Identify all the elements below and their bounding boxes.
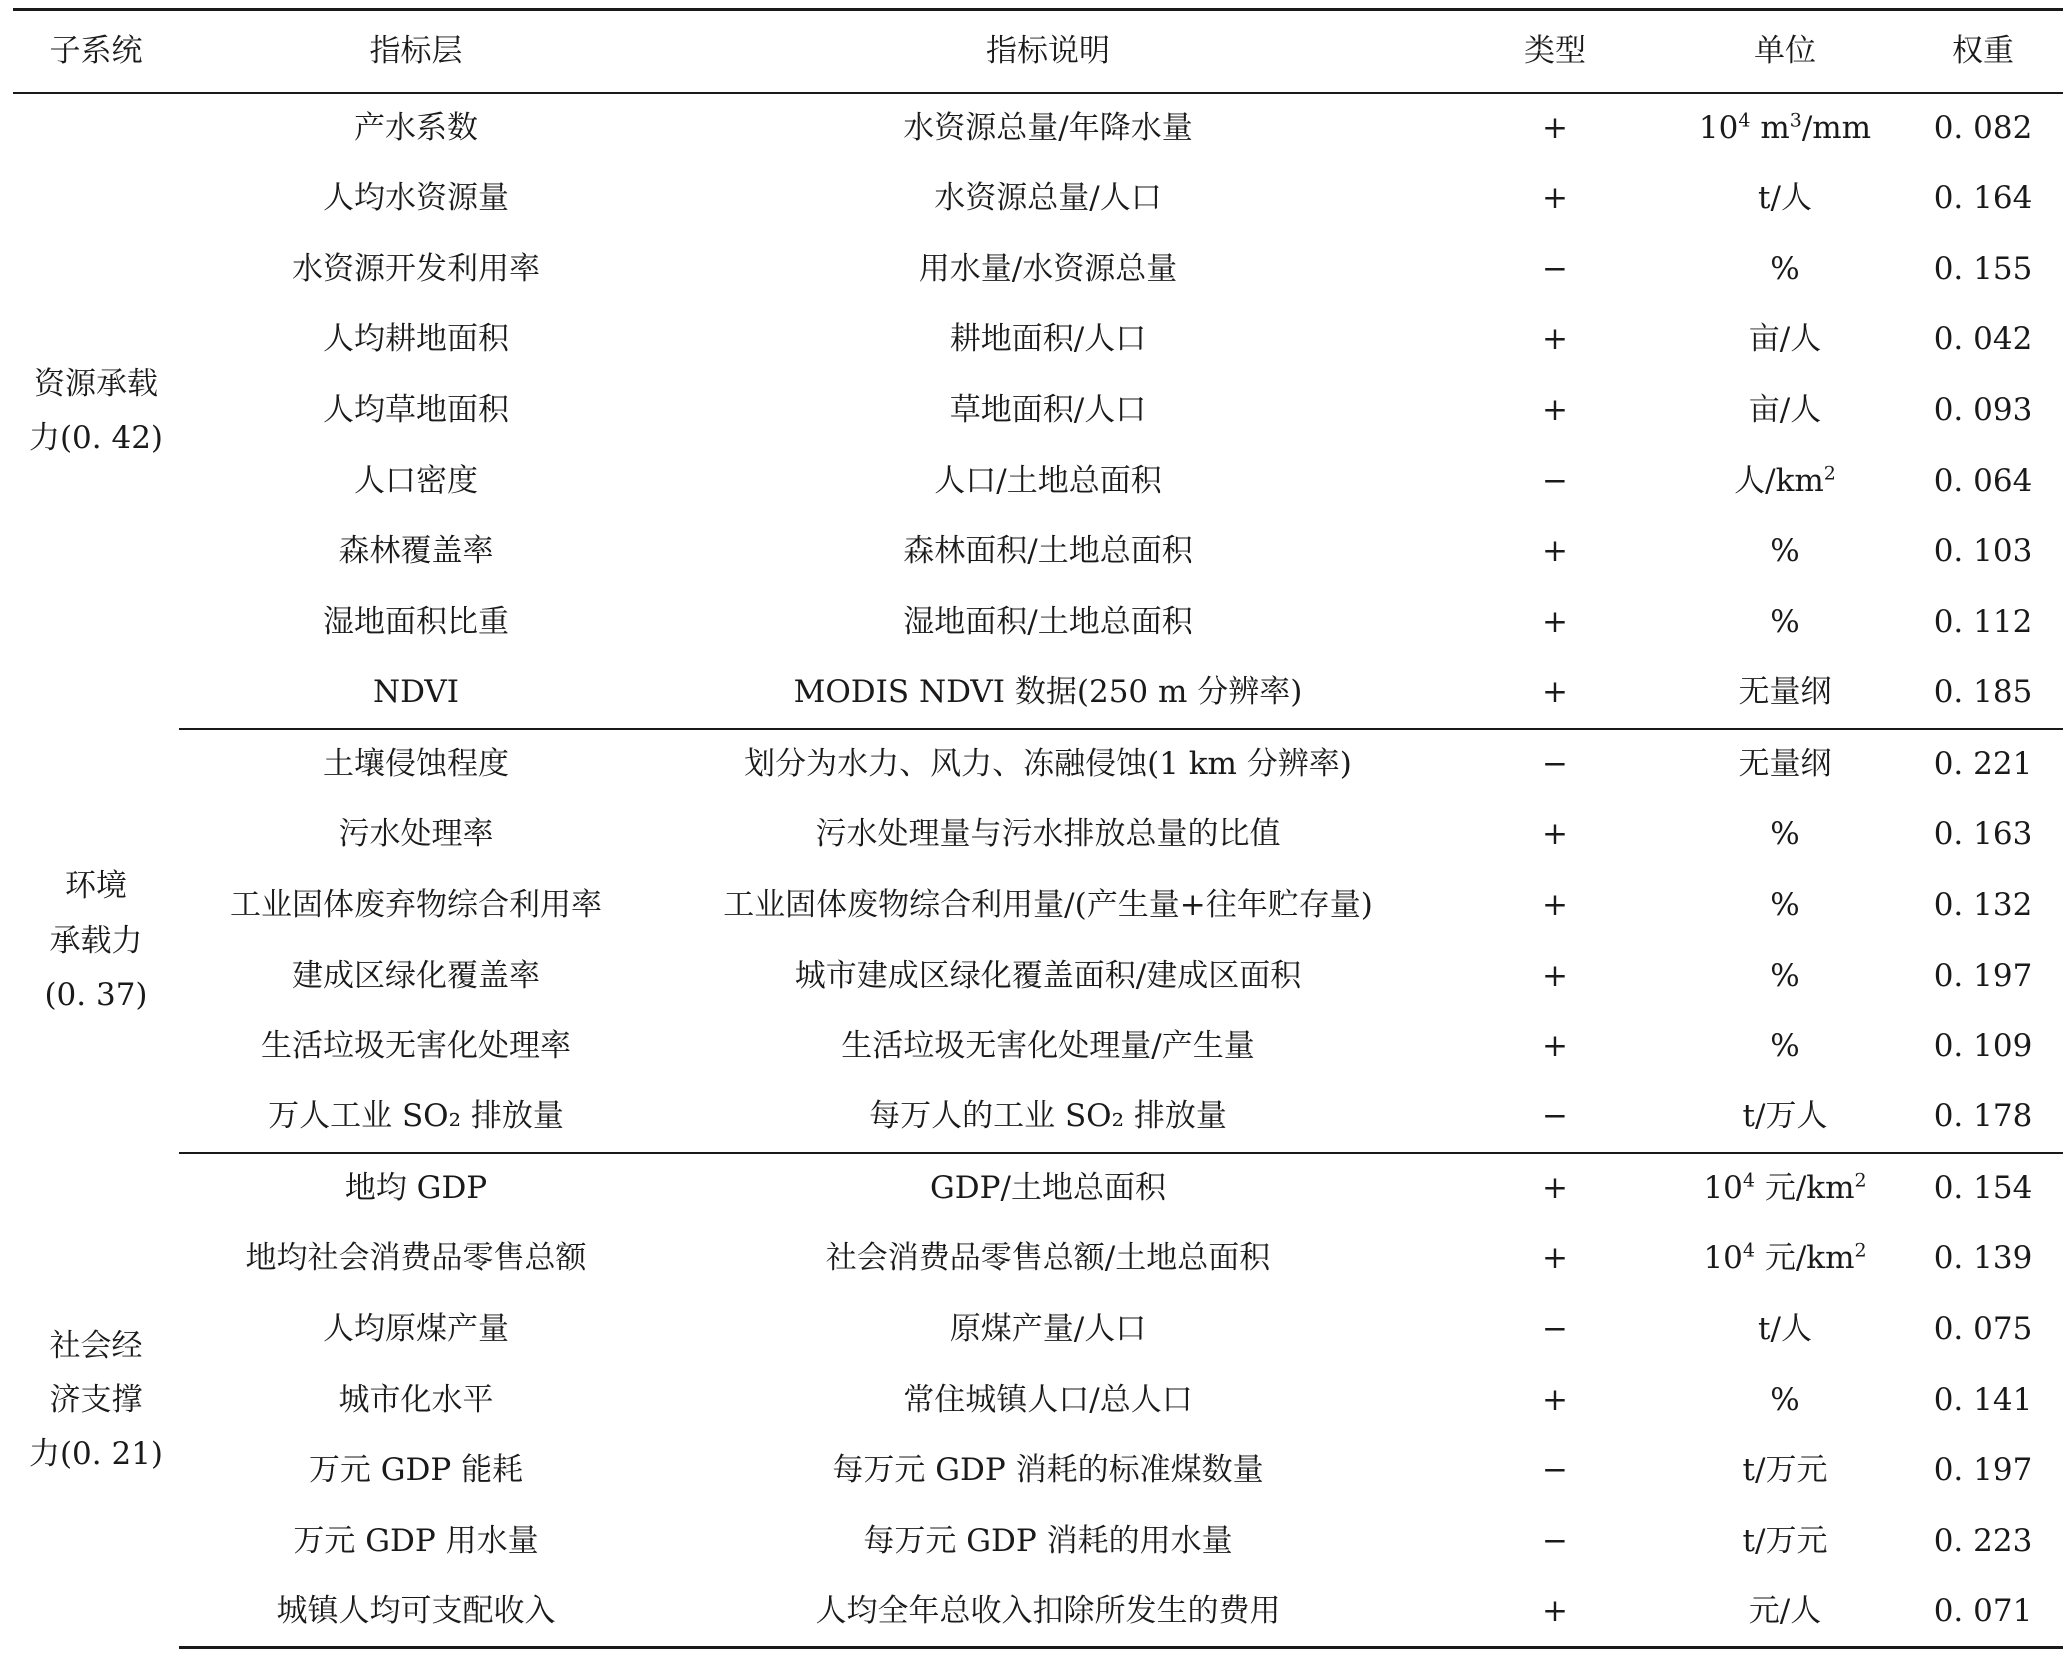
table-row [13, 305, 2063, 376]
unit-text: 10 [1698, 109, 1739, 146]
indicator-cell: 土壤侵蚀程度 [323, 745, 509, 782]
indicator-cell: 湿地面积比重 [323, 604, 509, 641]
unit-superscript: 2 [1823, 462, 1836, 485]
type-cell: + [1542, 1028, 1568, 1065]
unit-superscript: 4 [1738, 109, 1751, 132]
type-cell: + [1542, 533, 1568, 570]
type-cell: − [1542, 1452, 1568, 1489]
header-weight: 权重 [1903, 10, 2063, 93]
unit-cell [1667, 1082, 1903, 1153]
indicator-cell: 生活垃圾无害化处理率 [261, 1028, 571, 1065]
description-cell: 每万元 GDP 消耗的用水量 [863, 1523, 1233, 1559]
unit-cell [1667, 1294, 1903, 1365]
unit-text: 元/km [1754, 1170, 1855, 1207]
subsystem-cell [13, 729, 179, 1153]
unit-text: % [1770, 604, 1800, 641]
unit-cell [1667, 1506, 1903, 1577]
type-cell: + [1542, 179, 1568, 216]
indicator-cell: 森林覆盖率 [338, 533, 494, 570]
type-cell: + [1542, 604, 1568, 641]
table-header [13, 10, 2063, 93]
subsystem-cell [13, 93, 179, 729]
table-row [13, 1224, 2063, 1295]
header-description: 指标说明 [653, 10, 1443, 93]
type-cell: + [1443, 1577, 1667, 1648]
weight-cell: 0. 082 [1933, 109, 2033, 146]
type-cell: + [1542, 1240, 1568, 1277]
unit-text: % [1770, 250, 1800, 287]
weight-cell: 0. 141 [1933, 1381, 2033, 1418]
weight-cell: 0. 071 [1903, 1577, 2063, 1648]
description-cell: 工业固体废物综合利用量/(产生量+往年贮存量) [723, 886, 1373, 923]
weight-cell: 0. 178 [1903, 1082, 2063, 1153]
table-row [13, 941, 2063, 1012]
indicator-cell: 万元 GDP 用水量 [293, 1523, 539, 1559]
indicator-cell: 水资源开发利用率 [292, 250, 540, 287]
indicator-cell: 地均 GDP [344, 1170, 488, 1207]
unit-text: 亩/人 [1748, 392, 1822, 428]
table-row [13, 870, 2063, 941]
description-cell: GDP/土地总面积 [930, 1170, 1166, 1207]
unit-text: /mm [1801, 109, 1872, 146]
description-cell: MODIS NDVI 数据(250 m 分辨率) [653, 658, 1443, 729]
weight-cell: 0. 223 [1933, 1523, 2033, 1559]
subsystem-label-line: (0. 37) [44, 976, 148, 1013]
description-cell: 水资源总量/人口 [934, 179, 1162, 216]
description-cell: 污水处理量与污水排放总量的比值 [815, 816, 1281, 853]
indicator-cell: 工业固体废弃物综合利用率 [230, 886, 602, 923]
description-cell: 人均全年总收入扣除所发生的费用 [653, 1577, 1443, 1648]
unit-cell [1667, 1365, 1903, 1436]
unit-text: t/万元 [1742, 1523, 1828, 1559]
unit-text: 无量纲 [1738, 674, 1832, 711]
table-row [13, 1011, 2063, 1082]
unit-text: 亩/人 [1748, 321, 1822, 358]
indicator-weight-table [13, 8, 2063, 1649]
unit-cell [1667, 799, 1903, 870]
type-cell: + [1542, 957, 1568, 994]
weight-cell: 0. 185 [1903, 658, 2063, 729]
unit-text: m [1750, 109, 1790, 146]
table-row [13, 1082, 2063, 1153]
unit-superscript: 2 [1854, 1239, 1867, 1262]
type-cell: + [1542, 816, 1568, 853]
table-body [13, 93, 2063, 1648]
weight-cell: 0. 064 [1933, 462, 2033, 499]
weight-cell: 0. 164 [1933, 179, 2033, 216]
weight-cell: 0. 103 [1933, 533, 2033, 570]
weight-cell: 0. 197 [1933, 1452, 2033, 1489]
weight-cell: 0. 221 [1933, 745, 2033, 782]
subsystem-cell [13, 1153, 179, 1648]
weight-cell: 0. 075 [1933, 1310, 2033, 1347]
unit-cell [1667, 517, 1903, 588]
table-row [13, 1153, 2063, 1224]
indicator-cell: 人口密度 [354, 462, 478, 499]
unit-cell [1667, 93, 1903, 164]
subsystem-label-line: 济支撑 [49, 1382, 143, 1419]
table-row [13, 517, 2063, 588]
unit-text: t/人 [1758, 179, 1812, 216]
subsystem-label-line: 资源承载 [34, 365, 158, 402]
subsystem-label-line: 力(0. 21) [28, 1436, 164, 1473]
unit-cell [1667, 1577, 1903, 1648]
header-subsystem: 子系统 [13, 10, 179, 93]
description-cell: 森林面积/土地总面积 [903, 533, 1193, 570]
subsystem-label-line: 力(0. 42) [28, 420, 164, 457]
type-cell: + [1542, 1170, 1568, 1207]
header-unit: 单位 [1667, 10, 1903, 93]
indicator-cell: NDVI [179, 658, 653, 729]
unit-text: % [1770, 533, 1800, 570]
indicator-cell: 人均耕地面积 [323, 321, 509, 358]
subsystem-label-line: 承载力 [49, 922, 143, 959]
type-cell: − [1443, 1082, 1667, 1153]
subsystem-label-line: 环境 [65, 868, 127, 905]
weight-cell: 0. 139 [1933, 1240, 2033, 1277]
description-cell: 社会消费品零售总额/土地总面积 [825, 1240, 1271, 1277]
description-cell: 生活垃圾无害化处理量/产生量 [841, 1028, 1255, 1065]
table-row [13, 587, 2063, 658]
unit-superscript: 3 [1789, 109, 1802, 132]
unit-text: t/万元 [1742, 1452, 1828, 1489]
indicator-table-container [13, 8, 2063, 1649]
description-cell: 人口/土地总面积 [934, 462, 1162, 499]
type-cell: − [1542, 462, 1568, 499]
table-row [13, 1294, 2063, 1365]
unit-text: % [1770, 1028, 1800, 1065]
weight-cell: 0. 163 [1933, 816, 2033, 853]
weight-cell: 0. 042 [1933, 321, 2033, 358]
table-row [13, 1577, 2063, 1648]
description-cell: 湿地面积/土地总面积 [903, 604, 1193, 641]
unit-cell [1667, 658, 1903, 729]
table-row [13, 1365, 2063, 1436]
unit-text: 元/人 [1748, 1592, 1822, 1629]
weight-cell: 0. 093 [1933, 392, 2033, 428]
table-row [13, 234, 2063, 305]
indicator-cell: 人均水资源量 [323, 179, 509, 216]
unit-text: 元/km [1754, 1240, 1855, 1277]
header-indicator: 指标层 [179, 10, 653, 93]
unit-cell [1667, 1436, 1903, 1507]
type-cell: − [1542, 1310, 1568, 1347]
indicator-cell: 城市化水平 [338, 1381, 494, 1418]
indicator-cell: 城镇人均可支配收入 [179, 1577, 653, 1648]
indicator-cell: 产水系数 [354, 109, 478, 146]
weight-cell: 0. 155 [1933, 250, 2033, 287]
unit-cell [1667, 870, 1903, 941]
description-cell: 划分为水力、风力、冻融侵蚀(1 km 分辨率) [744, 745, 1352, 782]
unit-cell [1667, 1153, 1903, 1224]
unit-cell [1667, 446, 1903, 517]
description-cell: 草地面积/人口 [949, 392, 1147, 428]
table-row [13, 163, 2063, 234]
unit-text: t/人 [1758, 1310, 1812, 1347]
table-row [13, 1506, 2063, 1577]
header-row [13, 10, 2063, 93]
indicator-cell: 地均社会消费品零售总额 [245, 1240, 587, 1277]
unit-cell [1667, 305, 1903, 376]
indicator-cell: 人均原煤产量 [323, 1310, 509, 1347]
weight-cell: 0. 132 [1933, 886, 2033, 923]
unit-superscript: 4 [1742, 1169, 1755, 1192]
unit-cell [1667, 941, 1903, 1012]
type-cell: + [1542, 109, 1568, 146]
unit-cell [1667, 234, 1903, 305]
unit-cell [1667, 375, 1903, 446]
table-row [13, 799, 2063, 870]
type-cell: + [1542, 321, 1568, 358]
indicator-cell: 建成区绿化覆盖率 [292, 957, 540, 994]
indicator-cell: 污水处理率 [338, 816, 494, 853]
subsystem-label-line: 社会经 [49, 1327, 143, 1364]
type-cell: + [1542, 1381, 1568, 1418]
indicator-cell: 万元 GDP 能耗 [308, 1452, 524, 1489]
unit-text: t/万人 [1742, 1098, 1828, 1135]
type-cell: + [1542, 392, 1568, 428]
description-cell: 原煤产量/人口 [949, 1310, 1147, 1347]
type-cell: − [1542, 1523, 1568, 1559]
type-cell: + [1542, 886, 1568, 923]
unit-superscript: 4 [1742, 1239, 1755, 1262]
description-cell: 水资源总量/年降水量 [903, 109, 1193, 146]
weight-cell: 0. 154 [1933, 1170, 2033, 1207]
unit-text: % [1770, 957, 1800, 994]
header-type: 类型 [1443, 10, 1667, 93]
unit-cell [1667, 729, 1903, 800]
table-row [13, 729, 2063, 800]
unit-text: % [1770, 1381, 1800, 1418]
description-cell: 城市建成区绿化覆盖面积/建成区面积 [794, 957, 1302, 994]
table-row [13, 375, 2063, 446]
type-cell: − [1542, 250, 1568, 287]
description-cell: 常住城镇人口/总人口 [903, 1381, 1193, 1418]
unit-text: 人/km [1734, 462, 1824, 499]
table-row [13, 93, 2063, 164]
indicator-cell: 万人工业 SO₂ 排放量 [179, 1082, 653, 1153]
description-cell: 每万元 GDP 消耗的标准煤数量 [832, 1452, 1264, 1489]
indicator-cell: 人均草地面积 [323, 392, 509, 428]
unit-text: 10 [1703, 1170, 1743, 1207]
table-row [13, 1436, 2063, 1507]
unit-cell [1667, 1224, 1903, 1295]
type-cell: + [1443, 658, 1667, 729]
unit-superscript: 2 [1854, 1169, 1867, 1192]
unit-text: 无量纲 [1738, 745, 1832, 782]
unit-cell [1667, 587, 1903, 658]
type-cell: − [1542, 745, 1568, 782]
description-cell: 每万人的工业 SO₂ 排放量 [653, 1082, 1443, 1153]
description-cell: 用水量/水资源总量 [918, 250, 1178, 287]
weight-cell: 0. 109 [1933, 1028, 2033, 1065]
table-row [13, 658, 2063, 729]
weight-cell: 0. 197 [1933, 957, 2033, 994]
table-row [13, 446, 2063, 517]
weight-cell: 0. 112 [1933, 604, 2033, 641]
unit-text: % [1770, 816, 1800, 853]
unit-text: 10 [1703, 1240, 1743, 1277]
unit-cell [1667, 1011, 1903, 1082]
unit-text: % [1770, 886, 1800, 923]
description-cell: 耕地面积/人口 [949, 321, 1147, 358]
unit-cell [1667, 163, 1903, 234]
